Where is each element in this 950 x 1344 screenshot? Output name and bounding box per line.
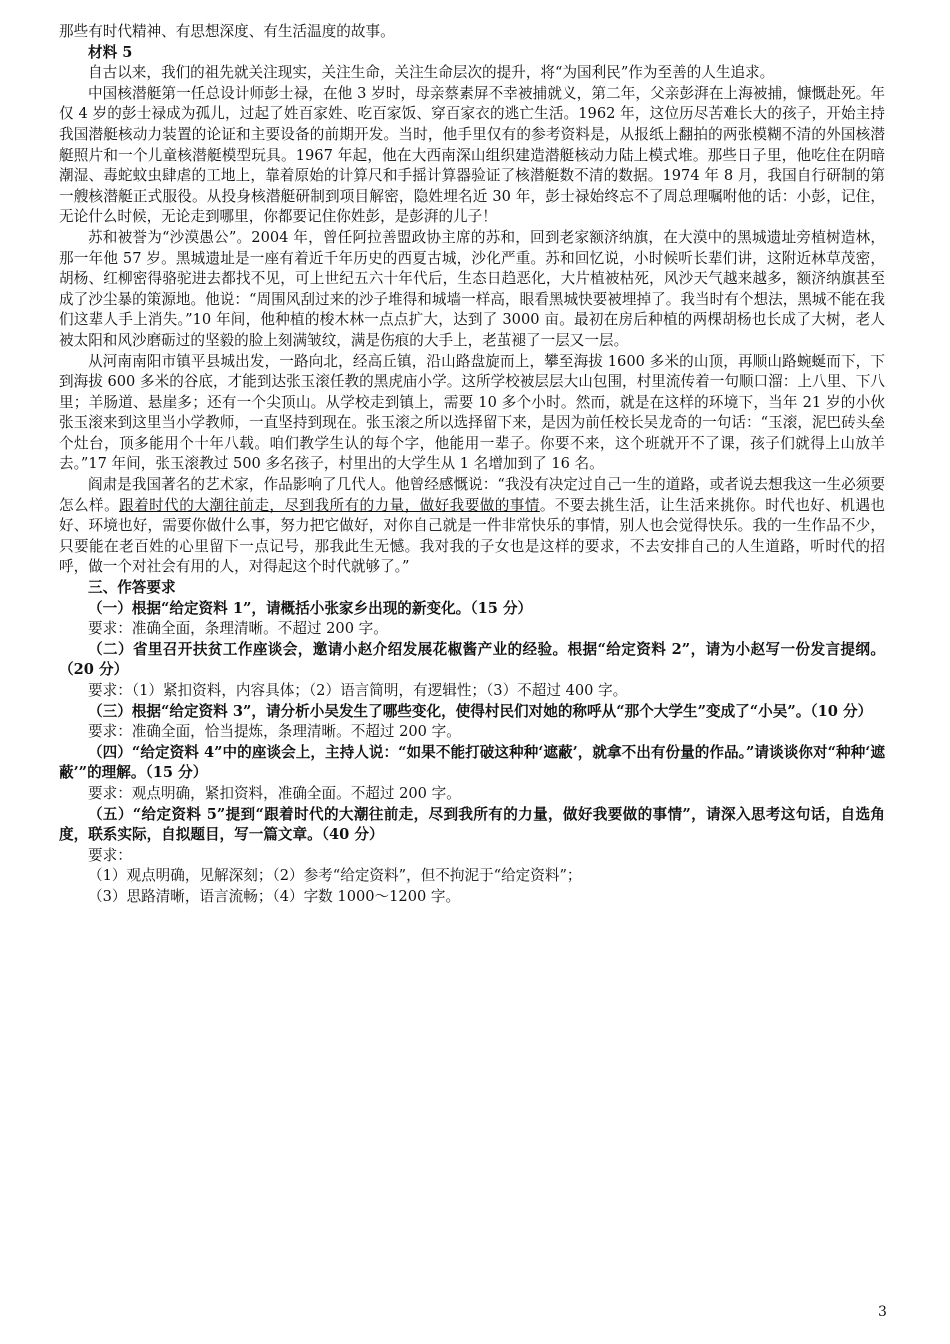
question-5-title: （五）“给定资料 5”提到“跟着时代的大潮往前走，尽到我所有的力量，做好我要做的事情”，请深入思考这句话，自选角度，联系实际，自拟题目，写一篇文章。（40 分） xyxy=(59,805,885,844)
question-1-title: （一）根据“给定资料 1”，请概括小张家乡出现的新变化。（15 分） xyxy=(88,599,533,617)
question-3-title: （三）根据“给定资料 3”，请分析小吴发生了哪些变化，使得村民们对她的称呼从“那个大学生”变成了“小吴”。（10 分） xyxy=(88,702,873,720)
question-2-title: （二）省里召开扶贫工作座谈会，邀请小赵介绍发展花椒酱产业的经验。根据“给定资料 2”，请为小赵写一份发言提纲。（20 分） xyxy=(59,640,885,679)
question-2-requirement: 要求：（1）紧扣资料，内容具体；（2）语言简明，有逻辑性；（3）不超过 400 字。 xyxy=(88,682,628,699)
question-4-title: （四）“给定资料 4”中的座谈会上，主持人说：“如果不能打破这种种‘遮蔽’，就拿不出有份量的作品。”请谈谈你对“种种‘遮蔽’”的理解。（15 分） xyxy=(59,743,885,782)
document-body xyxy=(59,22,885,908)
material-5-peng-shilu: 中国核潜艇第一任总设计师彭士禄，在他 3 岁时，母亲蔡素屏不幸被捕就义，第二年，父亲彭湃在上海被捕，慷慨赴死。年仅 4 岁的彭士禄成为孤儿，过起了姓百家姓、吃百家饭、穿百家衣的逃亡生活。1962 年，这位历尽苦难长大的孩子，开始主持我国潜艇核动力装置的论证和主要设备的前期开发。当时，他手里仅有的参考资料是，从报纸上翻拍的两张模糊不清的外国核潜艇照片和一个儿童核潜艇模型玩具。1967 年起，他在大西南深山组织建造潜艇核动力陆上模式堆。那些日子里，他吃住在阴暗潮湿、毒蛇蚊虫肆虐的工地上，靠着原始的计算尺和手摇计算器验证了核潜艇数不清的数据。1974 年 8 月，我国自行研制的第一艘核潜艇正式服役。从投身核潜艇研制到项目解密，隐姓埋名近 30 年，彭士禄始终忘不了周总理嘱咐他的话：小彭，记住，无论什么时候，无论走到哪里，你都要记住你姓彭，是彭湃的儿子！ xyxy=(59,84,885,226)
question-1-requirement: 要求：准确全面，条理清晰。不超过 200 字。 xyxy=(88,620,388,638)
material-5-title: 材料 5 xyxy=(88,43,133,61)
question-3-requirement: 要求：准确全面，恰当提炼，条理清晰。不超过 200 字。 xyxy=(88,723,461,741)
yan-su-text-b: 。不要去挑生活，让生活来挑你。时代也好、机遇也好、环境也好，需要你做什么事，努力把它做好，对你自己就是一件非常快乐的事情，别人也会觉得快乐。我的一生作品不少，只要能在老百姓的心里留下一点记号，那我此生无憾。我对我的子女也是这样的要求，不去安排自己的人生道路，听时代的招呼，做一个对社会有用的人，对得起这个时代就够了。” xyxy=(59,496,885,576)
question-5-requirement-2: （3）思路清晰，语言流畅；（4）字数 1000～1200 字。 xyxy=(88,887,461,905)
page-number: 3 xyxy=(878,1304,887,1320)
material-5-intro: 自古以来，我们的祖先就关注现实，关注生命，关注生命层次的提升，将“为国利民”作为至善的人生追求。 xyxy=(88,64,775,82)
material-5-zhang-yugun: 从河南南阳市镇平县城出发，一路向北，经高丘镇，沿山路盘旋而上，攀至海拔 1600 多米的山顶，再顺山路蜿蜒而下，下到海拔 600 多米的谷底，才能到达张玉滚任教的黑虎庙小学。这所学校被层层大山包围，村里流传着一句顺口溜：上八里、下八里；羊肠道、悬崖多；还有一个尖顶山。从学校走到镇上，需要 10 多个小时。然而，就是在这样的环境下，当年 21 岁的小伙张玉滚来到这里当小学教师，一直坚持到现在。张玉滚之所以选择留下来，是因为前任校长吴龙奇的一句话：“玉滚，泥巴砖头垒个灶台，顶多能用个十年八载。咱们教学生认的每个字，他能用一辈子。你要不来，这个班就开不了课，孩子们就得上山放羊去。”17 年间，张玉滚教过 500 多名孩子，村里出的大学生从 1 名增加到了 16 名。 xyxy=(59,352,885,473)
material-5-su-he: 苏和被誉为“沙漠愚公”。2004 年，曾任阿拉善盟政协主席的苏和，回到老家额济纳旗，在大漠中的黑城遗址旁植树造林，那一年他 57 岁。黑城遗址是一座有着近千年历史的西夏古城，沙化严重。苏和回忆说，小时候听长辈们讲，这附近林草茂密，胡杨、红柳密得骆驼进去都找不见，可上世纪五六十年代后，生态日趋恶化，大片植被枯死，风沙天气越来越多，额济纳旗甚至成了沙尘暴的策源地。他说：“周围风刮过来的沙子堆得和城墙一样高，眼看黑城快要被埋掉了。我当时有个想法，黑城不能在我们这辈人手上消失。”10 年间，他种植的梭木林一点点扩大，达到了 3000 亩。最初在房后种植的两棵胡杨也长成了大树，老人被太阳和风沙磨砺过的坚毅的脸上刻满皱纹，满是伤痕的大手上，老茧褪了一层又一层。 xyxy=(59,228,885,349)
question-5-requirement-1: （1）观点明确，见解深刻；（2）参考“给定资料”，但不拘泥于“给定资料”； xyxy=(88,867,582,885)
material-5-yan-su xyxy=(59,475,885,578)
yan-su-underlined-quote: 跟着时代的大潮往前走，尽到我所有的力量，做好我要做的事情 xyxy=(119,496,540,514)
yan-su-text-a: 阎肃是我国著名的艺术家，作品影响了几代人。他曾经感慨说：“我没有决定过自己一生的道路，或者说去想我这一生必须要怎么样。 xyxy=(59,476,885,514)
section-3-title: 三、作答要求 xyxy=(88,579,176,597)
question-5-requirement-label: 要求： xyxy=(88,846,132,864)
lead-paragraph: 那些有时代精神、有思想深度、有生活温度的故事。 xyxy=(59,23,395,40)
question-4-requirement: 要求：观点明确，紧扣资料，准确全面。不超过 200 字。 xyxy=(88,784,461,802)
